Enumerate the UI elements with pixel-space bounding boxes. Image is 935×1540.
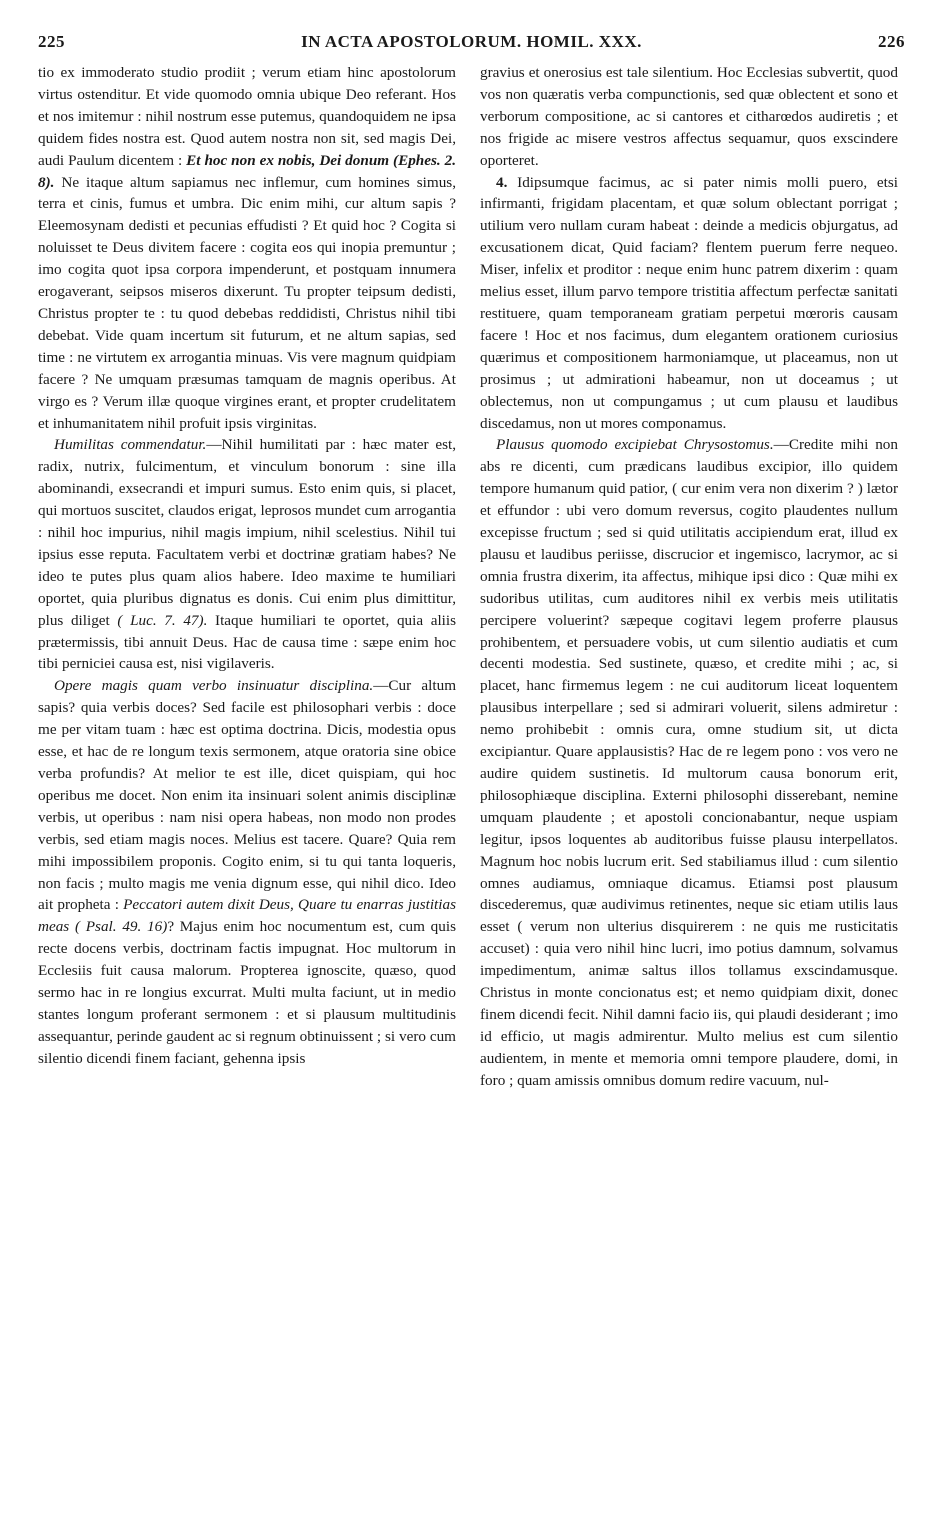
page-number-left: 225 <box>38 32 65 51</box>
paragraph <box>480 172 898 435</box>
running-header <box>38 32 905 58</box>
body-text: —Credite mihi non abs re dicenti, cum prædicans laudibus excipior, illo quidem tempore humanum quid patior, ( cur enim vera non dixerim ? ) lætor et effundor : ubi vero domum reversus, cogito plaudentes nullum excepisse fructum ; sed si quid utilitatis accipiendum erat, illud ex plausu et laudibus periisse, discrucior et ingemisco, lacrymor, ac si omnia frustra dixerim, ita affectus, mihique ipsi dico : Quæ mihi ex sudoribus utilitas, cum auditores nihil ex verbis meis utilitatis percipere voluerint? sæpeque cogitavi legem proferre plausus prohibentem, et persuadere vobis, ut cum silentio audiatis et cum decenti modestia. Sed sustinete, quæso, et credite mihi ; ac, si placet, hanc firmemus legem : ne cui auditorum liceat loquentem plausibus interpellare ; sed si admirari voluerit, silens admiretur : nemo prohibebit : omnis cura, omne studium sit, ut dicta excipiantur. Quare applausistis? Hac de re legem pono : vos vero ne audire quidem sustinetis. Id multorum causa bonorum erit, philosophiæque disciplina. Externi philosophi disserebant, nemine umquam plaudente ; et apostoli concionabantur, neque uspiam legitur, ipsos loquentes ab auditoribus fuisse plausu interpellatos. Magnum hoc nobis lucrum erit. Sed stabiliamus illud : cum silentio omnes audiamus, omniaque dicamus. Etiamsi post plausum discederemus, quæ audivimus retinentes, neque sic etiam utilis laus esset ( verum non ulterius disquirerem : ne quis me rusticitatis accuset) : quia vero nihil hinc lucri, imo potius damnum, solvamus impedimentum, animæ saltus illos tollamus exscindamusque. Christus in monte concionatus est; et nemo quidpiam dixit, donec finem dicendi fecit. Nihil damni facio iis, qui plaudi desiderant ; imo id efficio, ut magis admirentur. Multo melius est cum silentio audientem, in mente et memoria omni tempore plaudere, domi, in foro ; quam amissis omnibus domum redire vacuum, nul- <box>480 436 898 1089</box>
section-heading: Plausus quomodo excipiebat Chrysostomus. <box>496 436 774 454</box>
body-text: Idipsumque facimus, ac si pater nimis molli puero, etsi infirmanti, frigidam placentam, et quæ solum oblectant porrigat ; utilium vero nullam curam habeat : deinde a medicis objurgatus, ad excusationem dicat, Quid faciam? flentem puerum ferre nequeo. Miser, infelix et proditor : neque enim hunc patrem dixerim : quam melius esset, illum parvo tempore tristitia affectum perfectæ sanitati restituere, quam temporaneam gratiam perpetui mœroris causam facere ! Hoc et nos facimus, dum elegantem orationem curiosius quærimus et compositionem harmoniamque, ut placeamus, non ut prosimus ; ut admirationi habeamur, non ut doceamus ; ut oblectemus, non ut compungamus ; ut cum plausu et laudibus discedamus, non ut mores componamus. <box>480 173 898 432</box>
paragraph <box>38 675 456 1069</box>
page-number-right: 226 <box>878 32 905 51</box>
body-text: Itaque humiliari te oportet, quia aliis prætermissis, tibi annuit Deus. Hac de causa time : sæpe enim hoc tibi perniciei causa est, nisi vigilaveris. <box>38 611 456 673</box>
right-column <box>480 62 898 1532</box>
body-text: tio ex immoderato studio prodiit ; verum etiam hinc apostolorum virtus ostenditur. Et vide quomodo omnia ubique Deo referant. Hos et nos imitemur : nihil nostrum esse putemus, quandoquidem ne ipsa quidem fides nostra est. Quod autem nostra non sit, sed magis Dei, audi Paulum dicentem : <box>38 64 456 169</box>
section-heading: Opere magis quam verbo insinuatur disciplina. <box>54 677 374 695</box>
paragraph-number: 4. <box>496 173 508 191</box>
body-text: ? Majus enim hoc nocumentum est, cum quis recte docens verbis, doctrinam factis impugnat. Hoc multorum in Ecclesiis fuit causa malorum. Propterea ignoscite, quæso, quod sermo hac in re longius excurrat. Multi multa faciunt, ut in medio stantes longum proferant sermonem : et si plausum multitudinis assequantur, perinde gaudent ac si regnum obtinuissent ; si vero cum silentio dicendi finem faciant, gehenna ipsis <box>38 918 456 1067</box>
paragraph <box>38 62 456 434</box>
paragraph <box>480 62 898 172</box>
citation: Peccatori autem dixit Deus, Quare tu enarras justitias meas ( Psal. 49. 16) <box>38 896 456 936</box>
section-heading: Humilitas commendatur. <box>54 436 207 454</box>
body-text: Ne itaque altum sapiamus nec inflemur, cum homines simus, terra et cinis, fumus et umbra. Dic enim mihi, cur altum sapis ? Eleemosynam dedisti et pecunias effudisti ? Et quid hoc ? Cogita si noluisset te Deus divitem facere : cogita eos qui inopia premuntur ; imo cogita quot ipsa corpora impenderunt, et postquam innumera erogaverant, seipsos miseros dixerunt. Tu propter teipsum dedisti, Christus propter te : tu quod debebas reddidisti, Christus nihil tibi debebat. Vide quam incertum sit futurum, et ne altum sapias, sed time : ne virtutem ex arrogantia minuas. Vis vere magnum quidpiam facere ? Ne umquam præsumas tamquam de magnis operibus. At virgo es ? Verum illæ quoque virgines erant, et propter crudelitatem et inhumanitatem nihil profuit ipsis virginitas. <box>38 173 456 432</box>
paragraph <box>480 434 898 1091</box>
citation: Et hoc non ex nobis, Dei donum (Ephes. 2. 8). <box>38 151 456 191</box>
body-text: —Cur altum sapis? quia verbis doces? Sed facile est philosophari verbis : doce me per vitam tuam : hæc est optima doctrina. Dicis, modestia opus esse, et hac de re longum texis sermonem, atque oratoria sine obice verba profundis? At melior te est ille, dicet quispiam, qui hoc operibus me docet. Non enim ita insinuari solent animis disciplinæ verbis, ut operibus : nam nisi opera habeas, non modo non prodes verbis, sed etiam magis noces. Melius est tacere. Quare? Quia rem mihi impossibilem proponis. Cogito enim, si tu qui tanta loqueris, non facis ; multo magis me venia dignum esse, qui nihil dico. Ideo ait propheta : <box>38 677 456 914</box>
body-text: gravius et onerosius est tale silentium. Hoc Ecclesias subvertit, quod vos non quæratis verba compunctionis, sed quæ oblectent et sono et verborum compositione, ac si cantores et citharœdos audiretis ; et nos frigide ac misere vestros affectus sequamur, quos exscindere oporteret. <box>480 64 898 169</box>
paragraph <box>38 434 456 675</box>
left-column <box>38 62 456 1532</box>
body-text: —Nihil humilitati par : hæc mater est, radix, nutrix, fulcimentum, et vinculum bonorum : sine illa abominandi, exsecrandi et impuri sumus. Esto enim quis, si placet, qui mortuos suscitet, claudos erigat, leprosos mundet cum arrogantia : nihil hoc impurius, nihil magis impium, nihil scelestius. Nihil tui ipsius esse reputa. Facultatem verbi et doctrinæ gratiam habes? Ne ideo te putes plus quam alios habere. Ideo maxime te humiliari oportet, quia pluribus dignatus es donis. Cui enim plus dimittitur, plus diliget <box>38 436 456 629</box>
citation: ( Luc. 7. 47). <box>117 611 208 629</box>
running-title: IN ACTA APOSTOLORUM. HOMIL. XXX. <box>301 32 642 51</box>
